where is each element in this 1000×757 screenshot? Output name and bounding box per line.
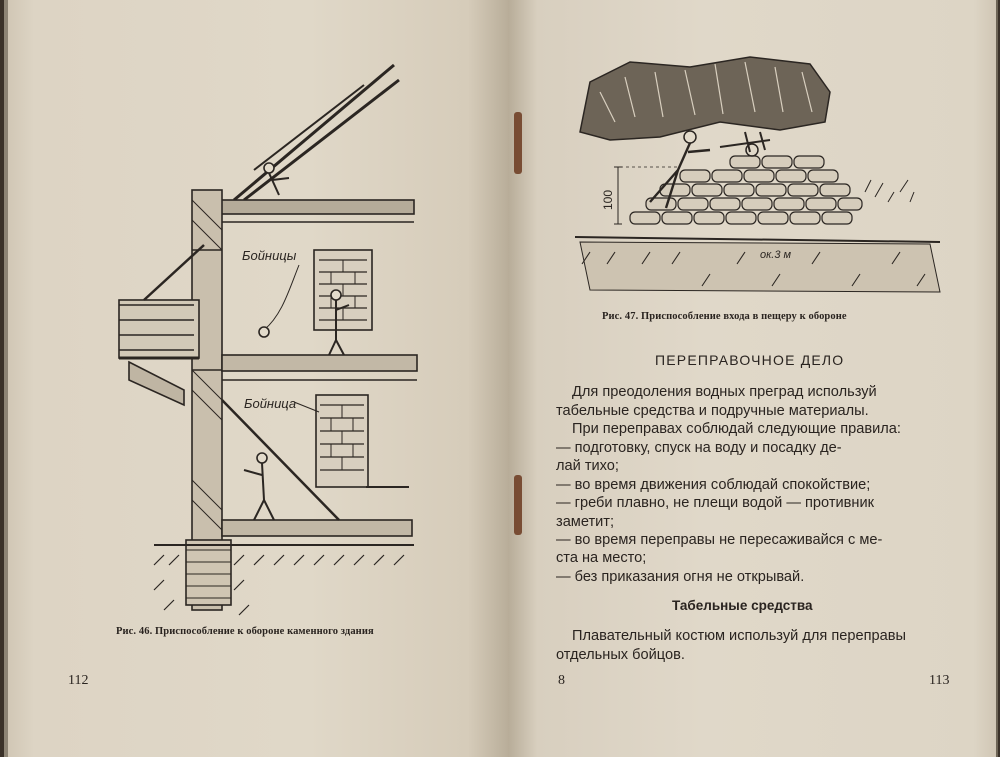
page-number-right: 113 <box>929 673 950 688</box>
text-line: — без приказания огня не открывай. <box>556 569 805 585</box>
left-page <box>4 0 508 757</box>
binding-staple <box>514 475 522 535</box>
text-line: отдельных бойцов. <box>556 647 685 663</box>
label-loopholes-upper: Бойницы <box>242 248 297 263</box>
section-heading: ПЕРЕПРАВОЧНОЕ ДЕЛО <box>655 352 845 368</box>
dimension-height-label: 100 <box>601 189 615 210</box>
text-line: табельные средства и подручные материалы. <box>556 403 869 419</box>
binding-staple <box>514 112 522 174</box>
subsection-heading: Табельные средства <box>672 598 813 613</box>
building-defense-illustration <box>104 50 434 620</box>
page-edge <box>996 0 998 757</box>
signature-mark: 8 <box>558 673 565 688</box>
cave-entrance-illustration <box>570 52 950 302</box>
page-edge <box>4 0 8 757</box>
text-line: лай тихо; <box>556 458 619 474</box>
text-line: — во время движения соблюдай спокойствие; <box>556 477 871 493</box>
figure-46-caption: Рис. 46. Приспособление к обороне каменного здания <box>116 626 374 637</box>
text-line: — подготовку, спуск на воду и посадку де- <box>556 440 842 456</box>
text-line: Для преодоления водных преград используй <box>572 384 877 400</box>
label-loophole-lower: Бойница <box>244 396 297 411</box>
dimension-width-label: ок.3 м <box>760 249 792 261</box>
text-line: заметит; <box>556 514 615 530</box>
text-line: — греби плавно, не плещи водой — противник <box>556 495 875 511</box>
figure-47-caption: Рис. 47. Приспособление входа в пещеру к обороне <box>602 311 847 322</box>
text-line: — во время переправы не пересаживайся с ме- <box>556 532 883 548</box>
right-page <box>508 0 998 757</box>
text-line: При переправах соблюдай следующие правила: <box>572 421 901 437</box>
text-line: ста на место; <box>556 550 647 566</box>
page-number-left: 112 <box>68 673 89 688</box>
text-line: Плавательный костюм используй для переправы <box>572 628 906 644</box>
